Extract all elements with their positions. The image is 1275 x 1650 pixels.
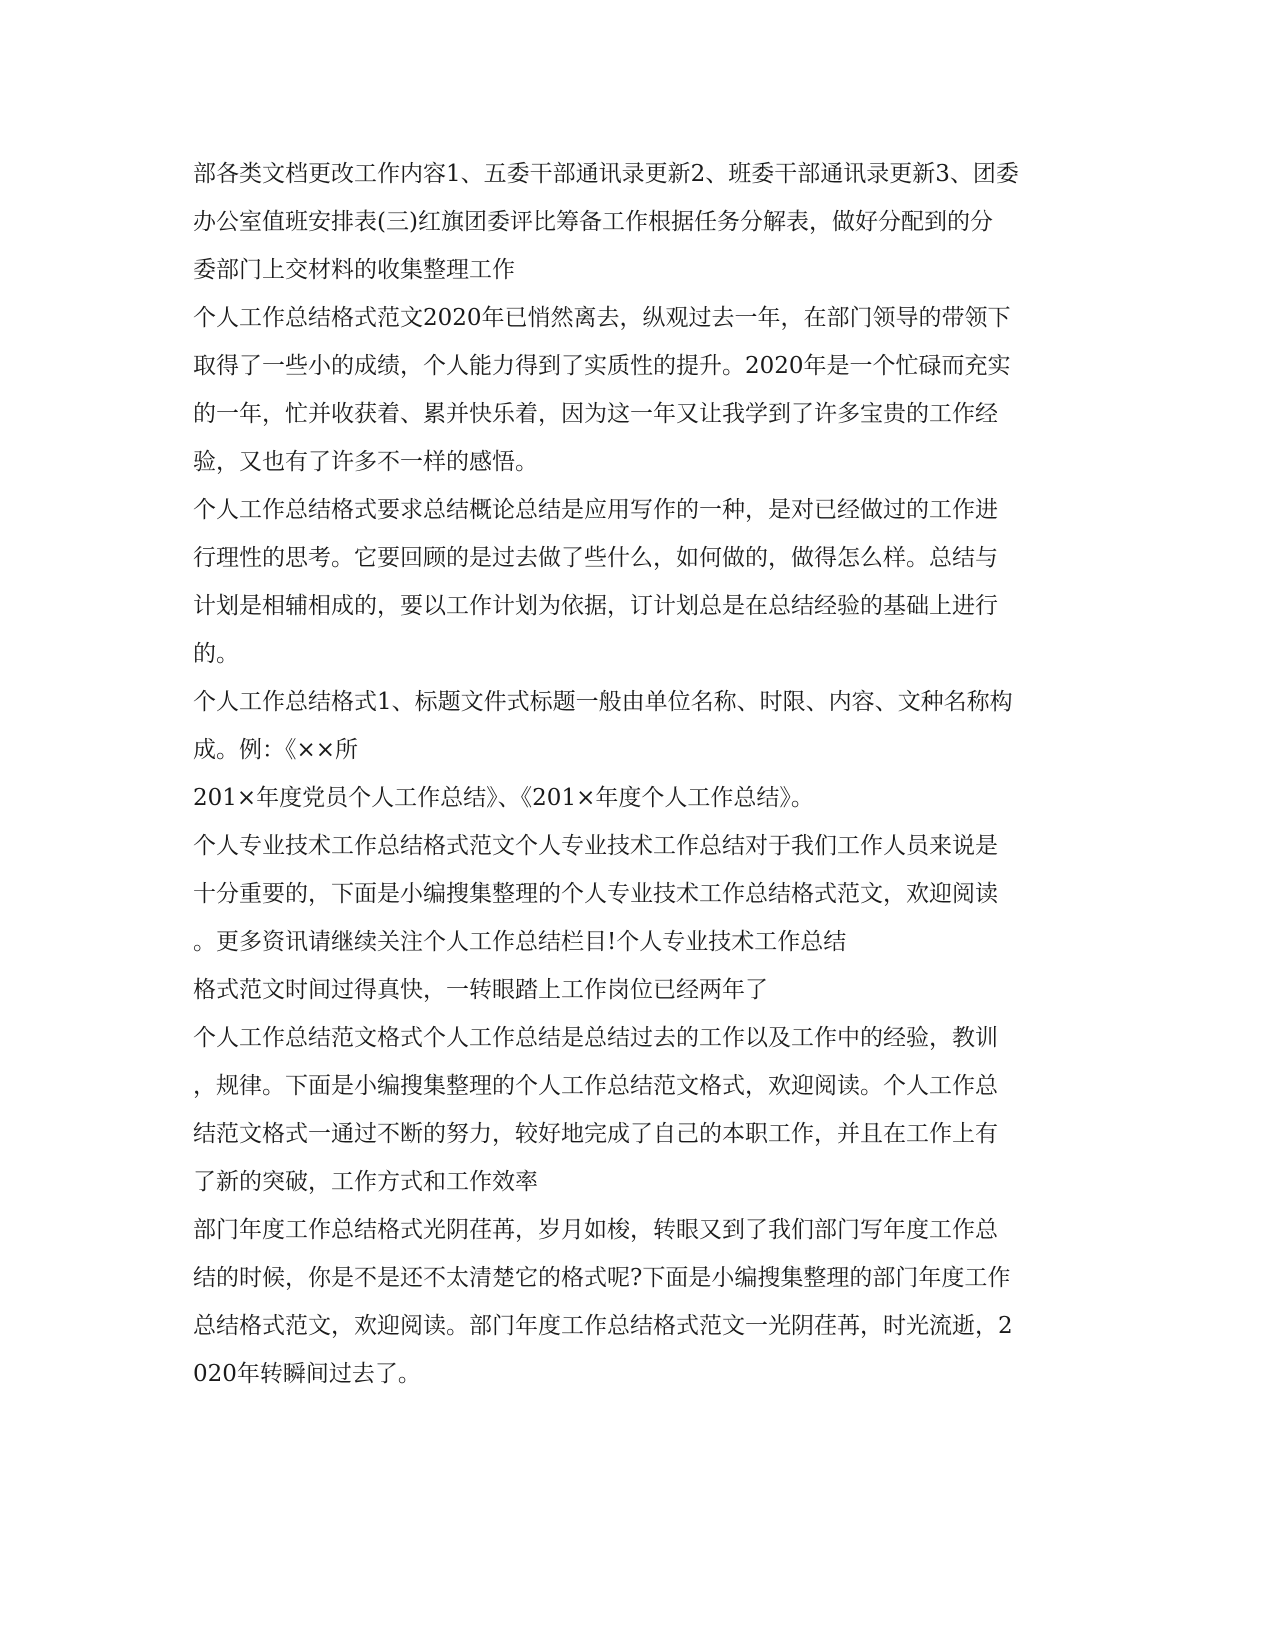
text-line: 验，又也有了许多不一样的感悟。 bbox=[193, 449, 538, 475]
text-line: 总结格式范文，欢迎阅读。部门年度工作总结格式范文一光阴荏苒，时光流逝，2 bbox=[193, 1313, 1013, 1339]
text-line: 201×年度党员个人工作总结》、《201×年度个人工作总结》。 bbox=[193, 785, 814, 811]
text-line: 结的时候，你是不是还不太清楚它的格式呢?下面是小编搜集整理的部门年度工作 bbox=[193, 1265, 1011, 1291]
text-line: 结范文格式一通过不断的努力，较好地完成了自己的本职工作，并且在工作上有 bbox=[193, 1121, 998, 1147]
text-line: 个人专业技术工作总结格式范文个人专业技术工作总结对于我们工作人员来说是 bbox=[193, 833, 998, 859]
text-line: 了新的突破，工作方式和工作效率 bbox=[193, 1169, 538, 1195]
text-line: 委部门上交材料的收集整理工作 bbox=[193, 257, 515, 283]
text-line: 格式范文时间过得真快，一转眼踏上工作岗位已经两年了 bbox=[193, 977, 768, 1003]
text-line: 个人工作总结格式要求总结概论总结是应用写作的一种，是对已经做过的工作进 bbox=[193, 497, 998, 523]
text-line: 办公室值班安排表(三)红旗团委评比筹备工作根据任务分解表，做好分配到的分 bbox=[193, 209, 993, 235]
text-line: 行理性的思考。它要回顾的是过去做了些什么，如何做的，做得怎么样。总结与 bbox=[193, 545, 998, 571]
text-line: 个人工作总结格式1、标题文件式标题一般由单位名称、时限、内容、文种名称构 bbox=[193, 689, 1013, 715]
text-line: 成。例：《××所 bbox=[193, 737, 359, 763]
text-line: 020年转瞬间过去了。 bbox=[193, 1361, 421, 1387]
text-line: 个人工作总结范文格式个人工作总结是总结过去的工作以及工作中的经验，教训 bbox=[193, 1025, 998, 1051]
document-body bbox=[193, 150, 1088, 1398]
text-line: ，规律。下面是小编搜集整理的个人工作总结范文格式，欢迎阅读。个人工作总 bbox=[193, 1073, 998, 1099]
text-line: 取得了一些小的成绩，个人能力得到了实质性的提升。2020年是一个忙碌而充实 bbox=[193, 353, 1011, 379]
text-line: 部门年度工作总结格式光阴荏苒，岁月如梭，转眼又到了我们部门写年度工作总 bbox=[193, 1217, 998, 1243]
text-line: 的一年，忙并收获着、累并快乐着，因为这一年又让我学到了许多宝贵的工作经 bbox=[193, 401, 998, 427]
text-line: 十分重要的，下面是小编搜集整理的个人专业技术工作总结格式范文，欢迎阅读 bbox=[193, 881, 998, 907]
text-line: 计划是相辅相成的，要以工作计划为依据，订计划总是在总结经验的基础上进行 bbox=[193, 593, 998, 619]
text-line: 个人工作总结格式范文2020年已悄然离去，纵观过去一年，在部门领导的带领下 bbox=[193, 305, 1011, 331]
text-line: 。更多资讯请继续关注个人工作总结栏目!个人专业技术工作总结 bbox=[193, 929, 847, 955]
text-line: 部各类文档更改工作内容1、五委干部通讯录更新2、班委干部通讯录更新3、团委 bbox=[193, 161, 1019, 187]
text-line: 的。 bbox=[193, 641, 239, 667]
